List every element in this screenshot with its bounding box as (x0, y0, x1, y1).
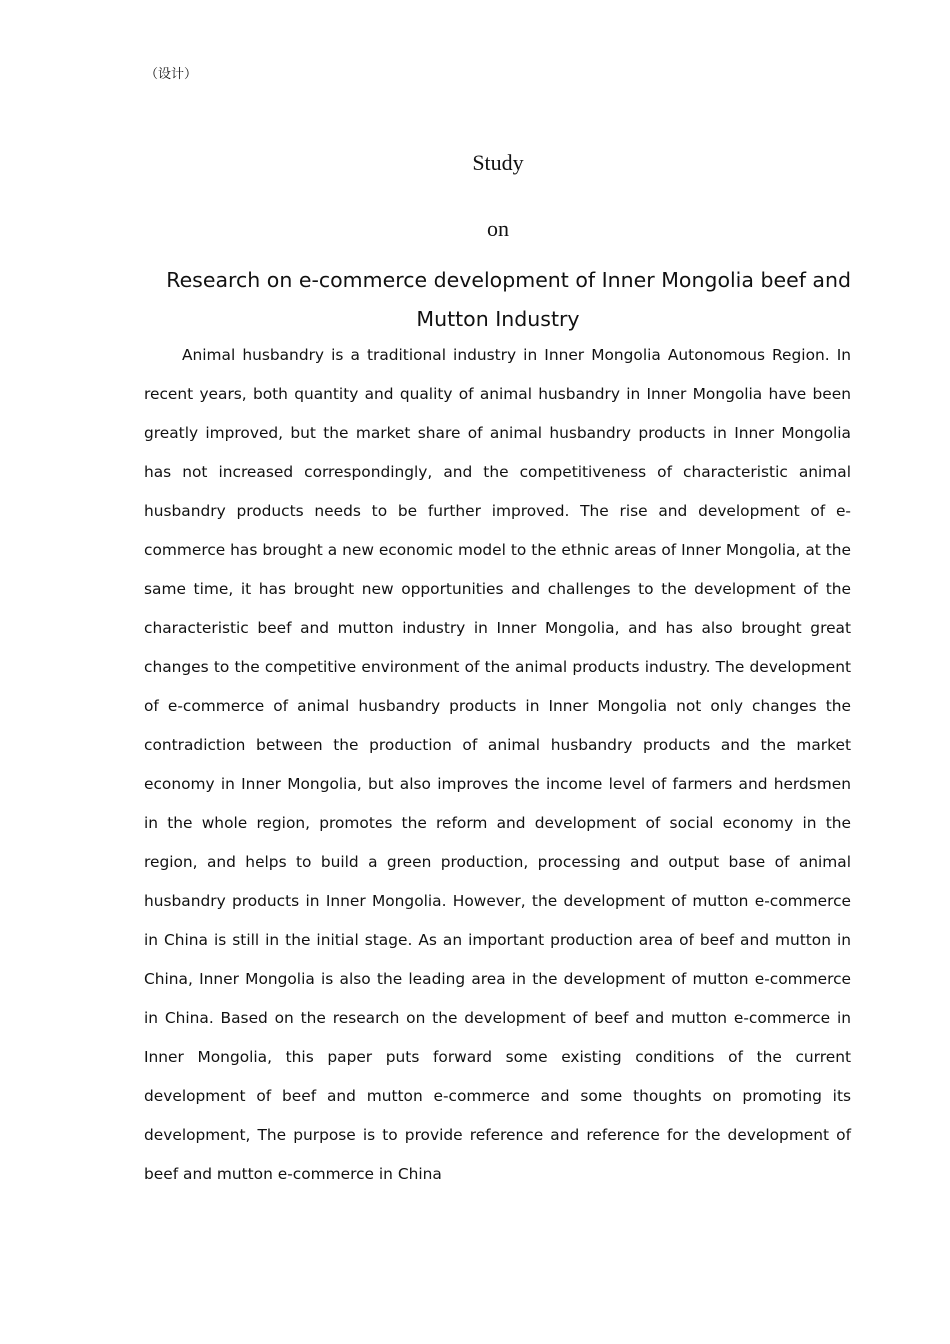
title-on: on (487, 216, 509, 241)
subtitle-line-2: Mutton Industry (416, 307, 580, 331)
subtitle (145, 261, 851, 339)
abstract-paragraph: Animal husbandry is a traditional industry in Inner Mongolia Autonomous Region. In recent years, both quantity and quality of animal husbandry in Inner Mongolia have been greatly improved, but the market share of animal husbandry products in Inner Mongolia has not increased correspondingly, and the competitiveness of characteristic animal husbandry products needs to be further improved. The rise and development of e-commerce has brought a new economic model to the ethnic areas of Inner Mongolia, at the same time, it has brought new opportunities and challenges to the development of the characteristic beef and mutton industry in Inner Mongolia, and has also brought great changes to the competitive environment of the animal products industry. The development of e-commerce of animal husbandry products in Inner Mongolia not only changes the contradiction between the production of animal husbandry products and the market economy in Inner Mongolia, but also improves the income level of farmers and herdsmen in the whole region, promotes the reform and development of social economy in the region, and helps to build a green production, processing and output base of animal husbandry products in Inner Mongolia. However, the development of mutton e-commerce in China is still in the initial stage. As an important production area of beef and mutton in China, Inner Mongolia is also the leading area in the development of mutton e-commerce in China. Based on the research on the development of beef and mutton e-commerce in Inner Mongolia, this paper puts forward some existing conditions of the current development of beef and mutton e-commerce and some thoughts on promoting its development, The purpose is to provide reference and reference for the development of beef and mutton e-commerce in China (144, 346, 851, 1183)
header-note: （设计） (145, 67, 198, 82)
subtitle-line-1: Research on e-commerce development of Inner Mongolia beef and (166, 268, 851, 292)
title-study: Study (472, 150, 524, 175)
